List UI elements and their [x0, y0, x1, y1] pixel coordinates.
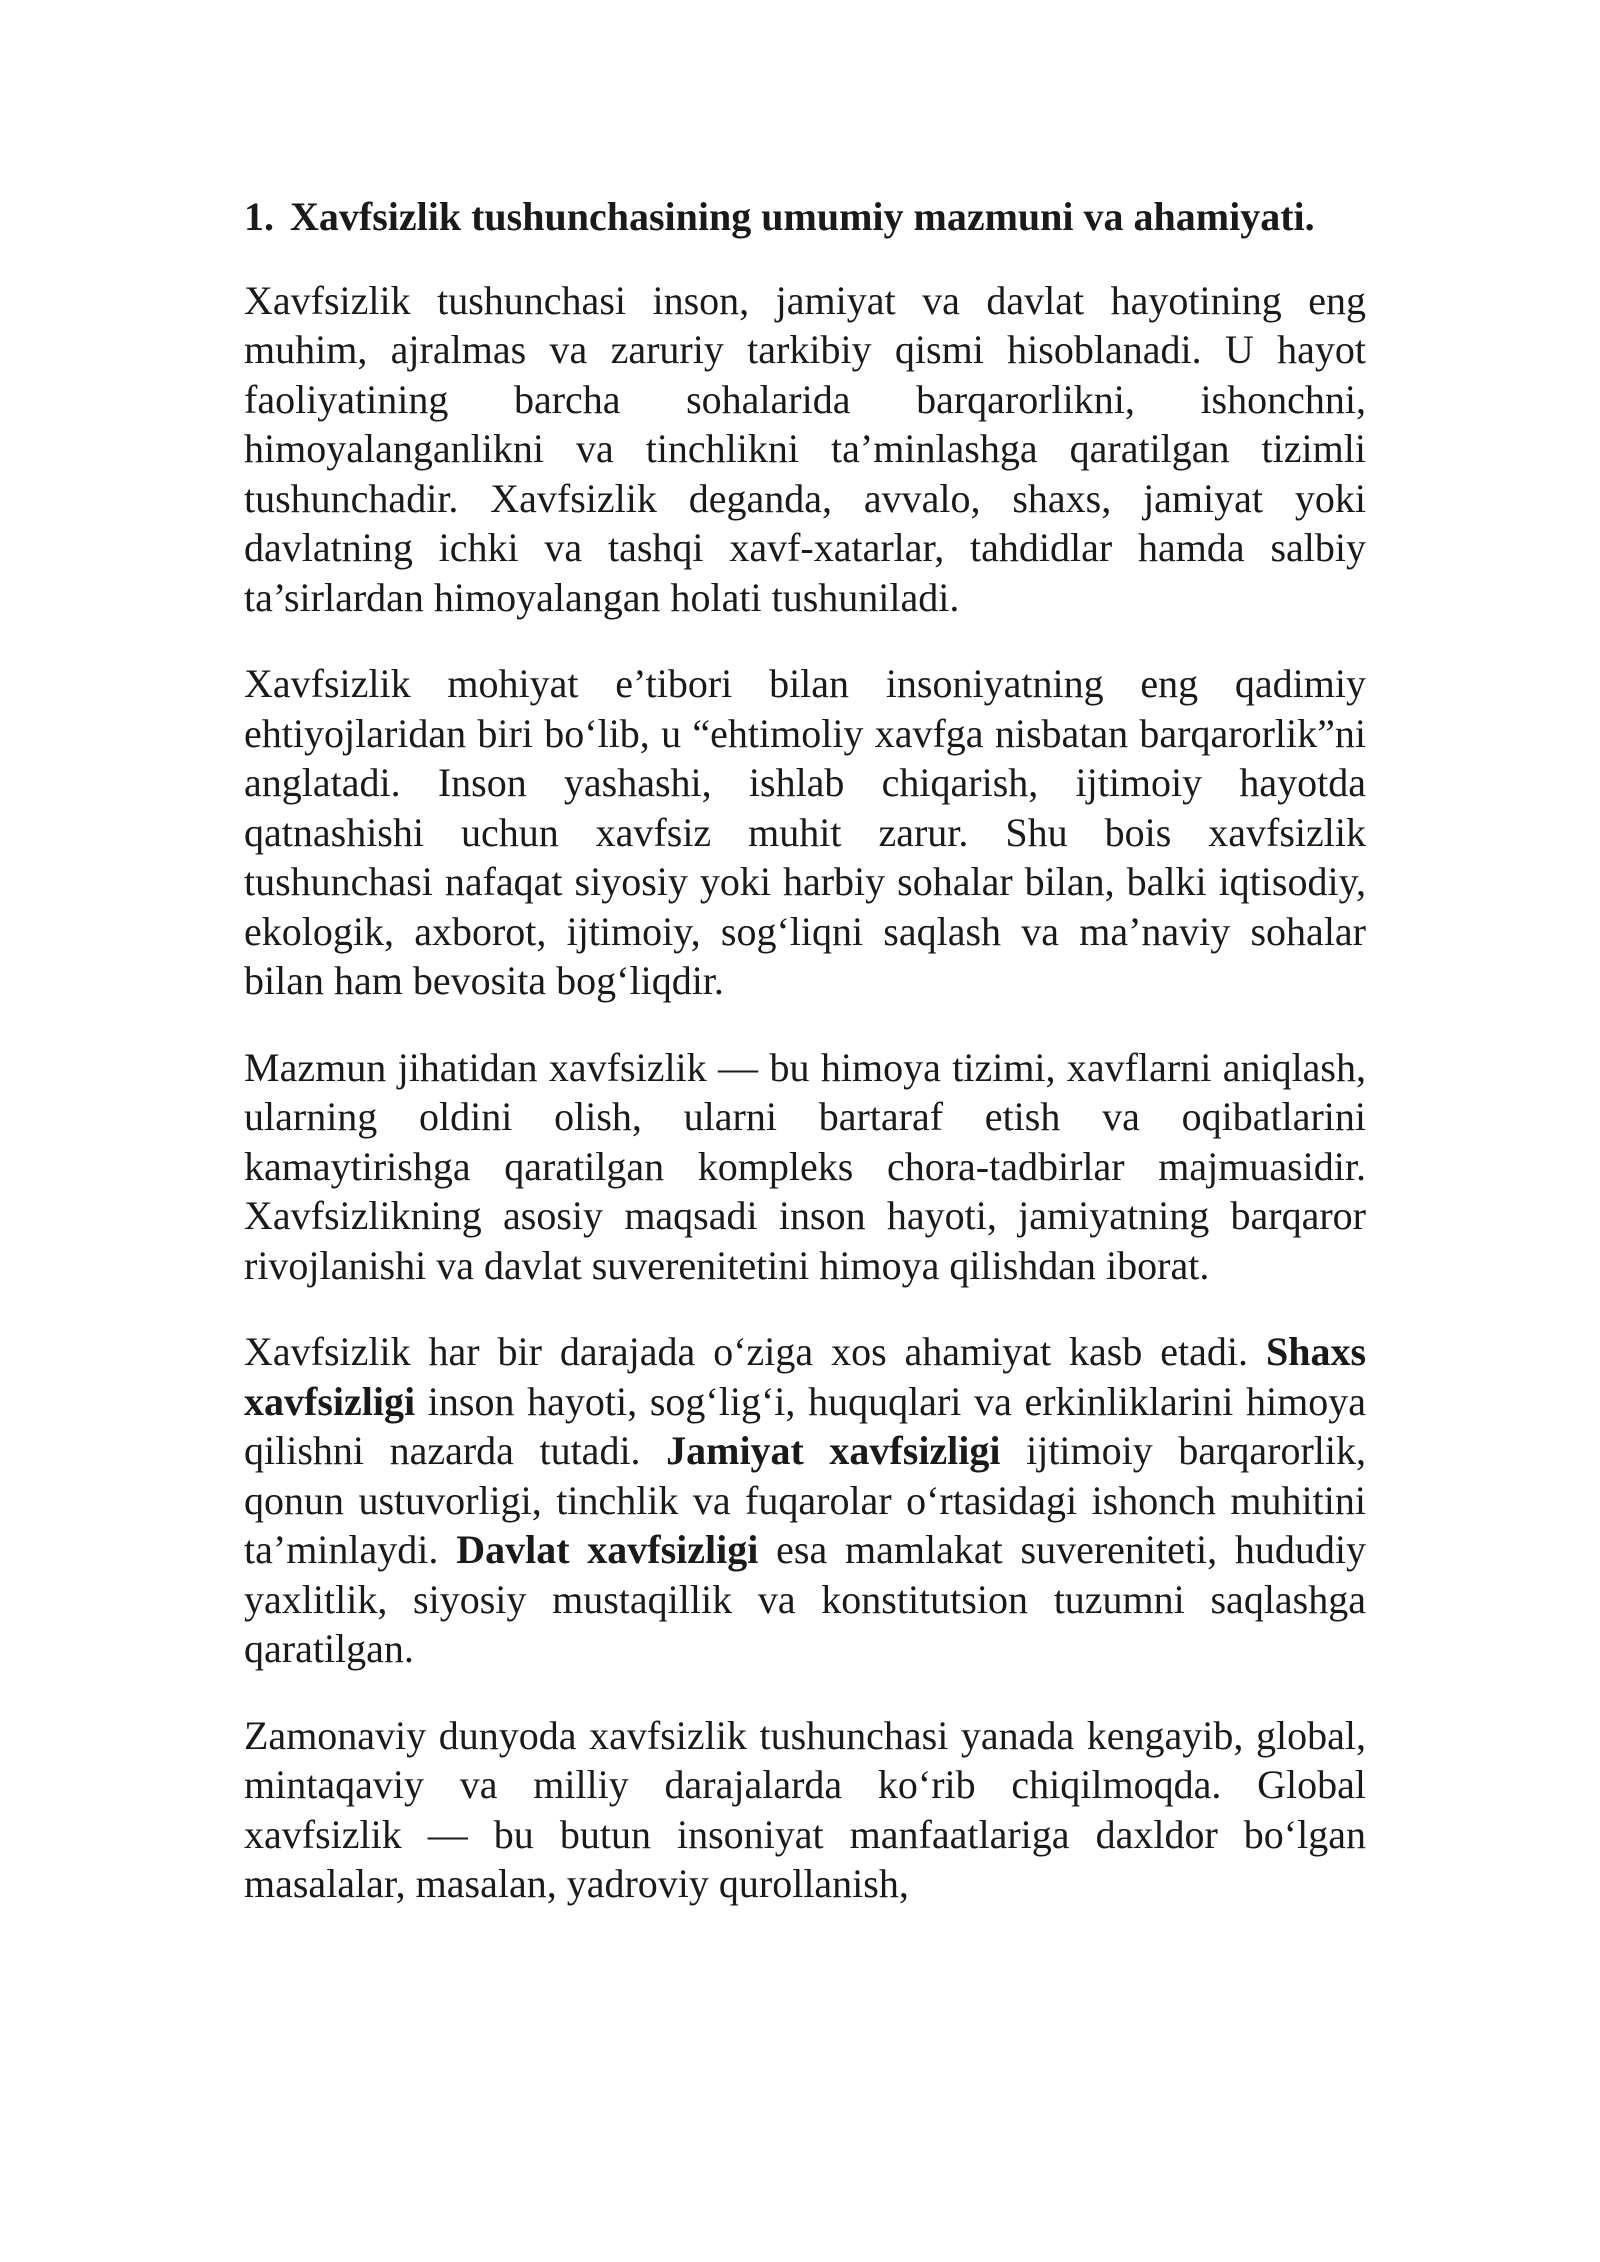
term-society-security: Jamiyat xavfsizligi [666, 1428, 1001, 1473]
paragraph-definition: Xavfsizlik tushunchasi inson, jamiyat va davlat hayotining eng muhim, ajralmas va zaruriy tarkibiy qismi hisoblanadi. U hayot faoliyatining barcha sohalarida barqarorlikni, ishonchni, himoyalanganlikni va tinchlikni ta’minlashga qaratilgan tizimli tushunchadir. Xavfsizlik deganda, avvalo, shaxs, jamiyat yoki davlatning ichki va tashqi xavf-xatarlar, tahdidlar hamda salbiy ta’sirlardan himoyalangan holati tushuniladi. [244, 277, 1366, 620]
paragraph-essence: Xavfsizlik mohiyat e’tibori bilan insoniyatning eng qadimiy ehtiyojlaridan biri bo‘lib, u “ehtimoliy xavfga nisbatan barqarorlik”ni anglatadi. Inson yashashi, ishlab chiqarish, ijtimoiy hayotda qatnashishi uchun xavfsiz muhit zarur. Shu bois xavfsizlik tushunchasi nafaqat siyosiy yoki harbiy sohalar bilan, balki iqtisodiy, ekologik, axborot, ijtimoiy, sog‘liqni saqlash va ma’naviy sohalar bilan ham bevosita bog‘liqdir. [244, 661, 1366, 1003]
section-number: 1. [244, 194, 274, 239]
paragraph-content: Mazmun jihatidan xavfsizlik — bu himoya tizimi, xavflarni aniqlash, ularning oldini olish, ularni bartaraf etish va oqibatlarini kamaytirishga qaratilgan kompleks chora-tadbirlar majmuasidir. Xavfsizlikning asosiy maqsadi inson hayoti, jamiyatning barqaror rivojlanishi va davlat suverenitetini himoya qilishdan iborat. [244, 1044, 1366, 1288]
levels-intro: Xavfsizlik har bir darajada o‘ziga xos ahamiyat kasb etadi. [244, 1329, 1249, 1374]
term-personal-security: Shaxs xavfsizligi [244, 1329, 1367, 1424]
section-title: Xavfsizlik tushunchasining umumiy mazmuni va ahamiyati. [290, 194, 1315, 239]
term-state-security: Davlat xavfsizligi [456, 1527, 759, 1572]
desc-state-security: esa mamlakat suvereniteti, hududiy yaxlitlik, siyosiy mustaqillik va konstitutsion tuzumni saqlashga qaratilgan. [244, 1527, 1367, 1671]
desc-personal-security: inson hayoti, sog‘lig‘i, huquqlari va erkinliklarini himoya qilishni nazarda tutadi. [244, 1378, 1367, 1473]
paragraph-modern-world: Zamonaviy dunyoda xavfsizlik tushunchasi yanada kengayib, global, mintaqaviy va milliy darajalarda ko‘rib chiqilmoqda. Global xavfsizlik — bu butun insoniyat manfaatlariga daxldor bo‘lgan masalalar, masalan, yadroviy qurollanish, [244, 1712, 1366, 1906]
desc-society-security: ijtimoiy barqarorlik, qonun ustuvorligi, tinchlik va fuqarolar o‘rtasidagi ishonch muhitini ta’minlaydi. [244, 1428, 1367, 1572]
paragraph-levels [244, 1327, 1366, 1674]
section-heading [244, 192, 1366, 242]
document-page [244, 192, 1366, 1909]
